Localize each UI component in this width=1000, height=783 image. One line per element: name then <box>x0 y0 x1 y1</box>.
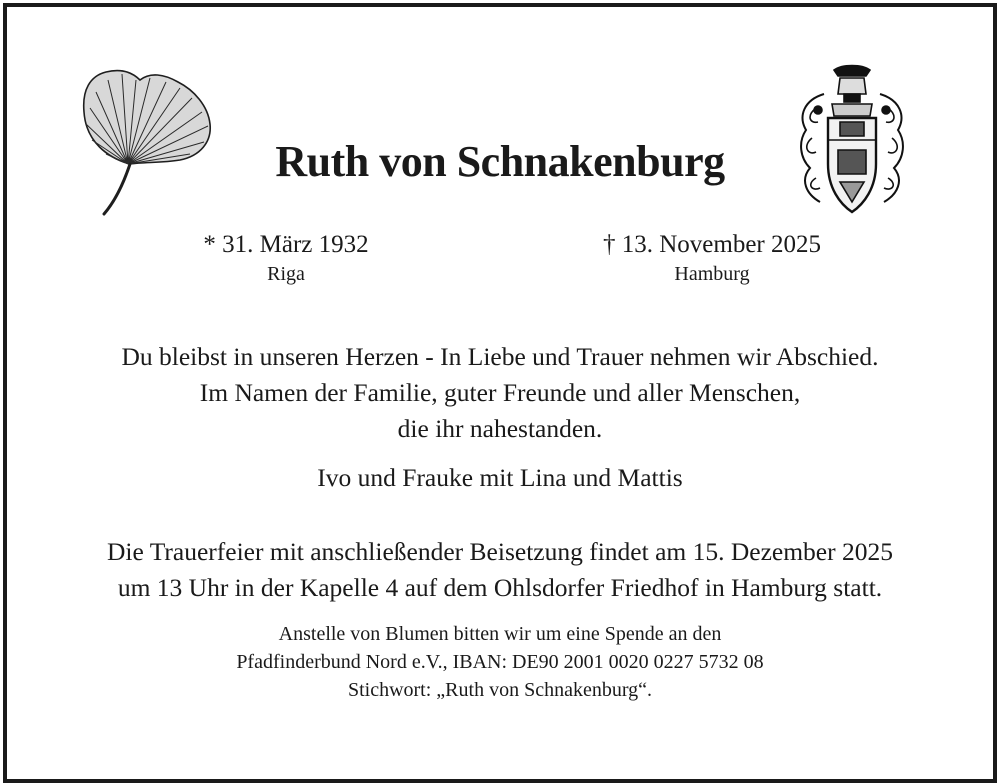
ceremony-info <box>0 534 1000 606</box>
family-names: Ivo und Frauke mit Lina und Mattis <box>317 463 683 492</box>
birth-date: * 31. März 1932 <box>203 231 369 258</box>
birth-place: Riga <box>267 263 305 285</box>
donation-info <box>0 620 1000 704</box>
donation-line: Stichwort: „Ruth von Schnakenburg“. <box>347 679 653 701</box>
message-line: die ihr nahestanden. <box>397 414 603 443</box>
farewell-message <box>0 339 1000 447</box>
death-date: † 13. November 2025 <box>602 231 822 258</box>
death-place: Hamburg <box>674 263 750 285</box>
donation-line: Pfadfinderbund Nord e.V., IBAN: DE90 2001 0020 0227 5732 08 <box>236 651 764 673</box>
deceased-name: Ruth von Schnakenburg <box>275 137 725 186</box>
ceremony-line: Die Trauerfeier mit anschließender Beisetzung findet am 15. Dezember 2025 <box>107 537 893 566</box>
donation-line: Anstelle von Blumen bitten wir um eine Spende an den <box>278 623 722 645</box>
message-line: Im Namen der Familie, guter Freunde und aller Menschen, <box>199 378 801 407</box>
message-line: Du bleibst in unseren Herzen - In Liebe und Trauer nehmen wir Abschied. <box>121 342 879 371</box>
ceremony-line: um 13 Uhr in der Kapelle 4 auf dem Ohlsdorfer Friedhof in Hamburg statt. <box>117 573 883 602</box>
